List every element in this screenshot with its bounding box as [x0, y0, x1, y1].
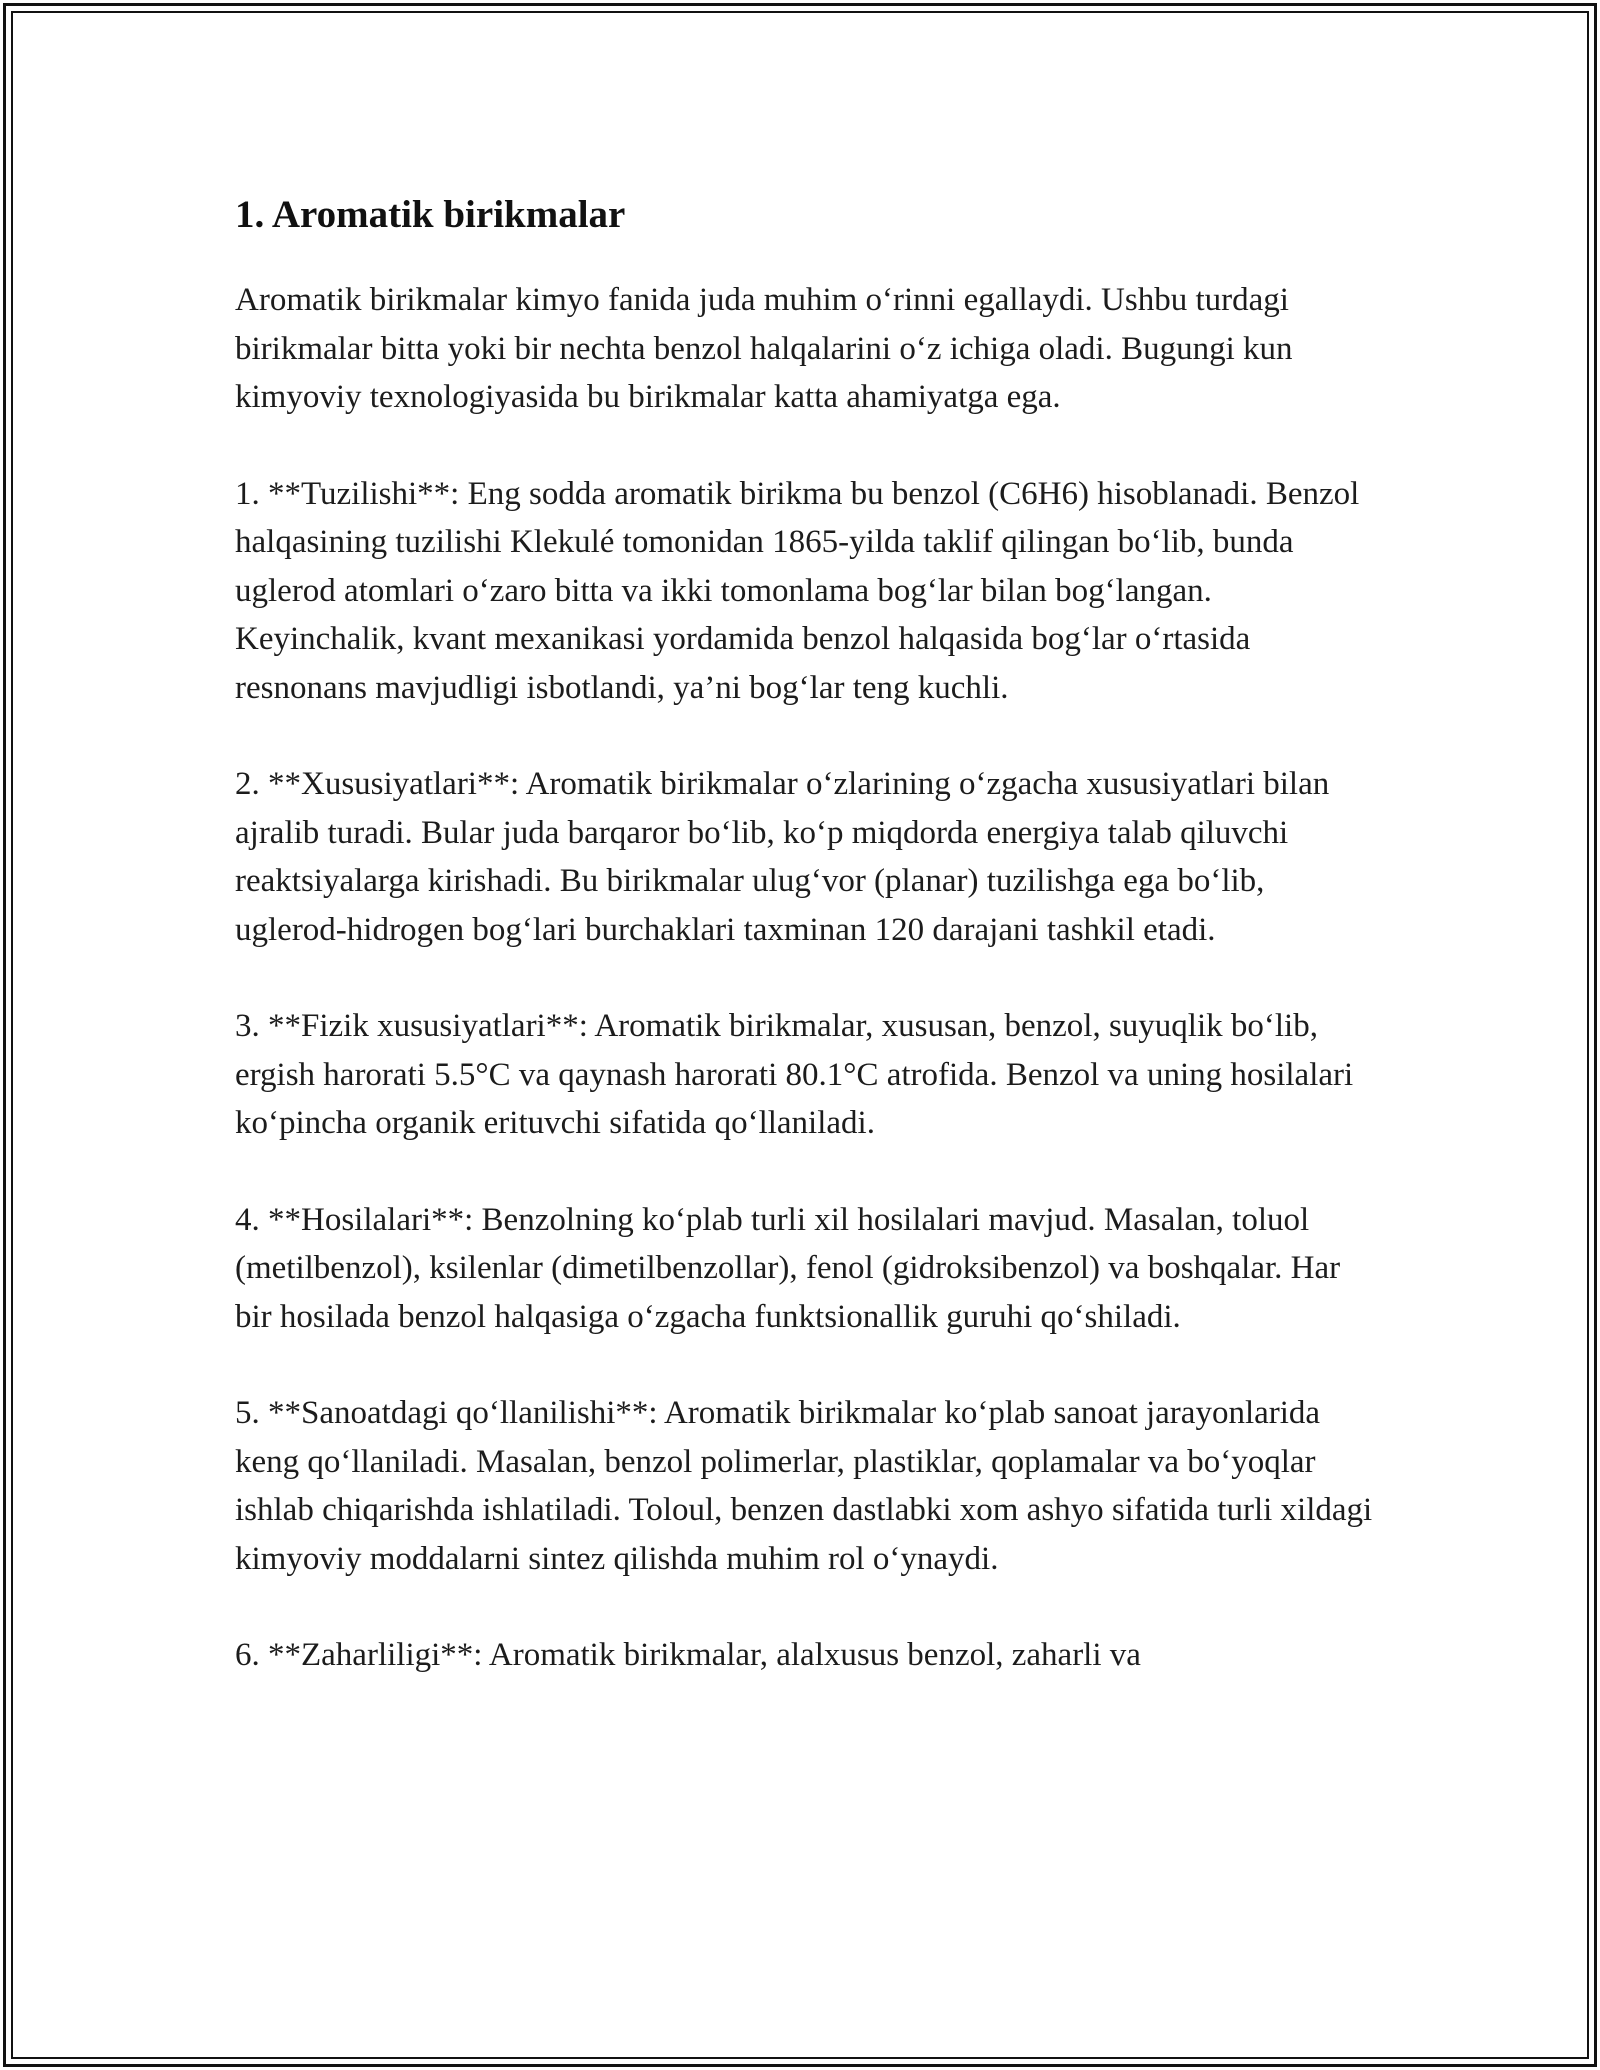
paragraph-tuzilishi: 1. **Tuzilishi**: Eng sodda aromatik birikma bu benzol (C6H6) hisoblanadi. Benzol halqasining tuzilishi Klekulé tomonidan 1865-yilda taklif qilingan bo‘lib, bunda uglerod atomlari o‘zaro bitta va ikki tomonlama bog‘lar bilan bog‘langan. Keyinchalik, kvant mexanikasi yordamida benzol halqasida bog‘lar o‘rtasida resnonans mavjudligi isbotlandi, ya’ni bog‘lar teng kuchli. [235, 475, 1360, 706]
paragraph-fizik-xususiyatlari: 3. **Fizik xususiyatlari**: Aromatik birikmalar, xususan, benzol, suyuqlik bo‘lib, ergish harorati 5.5°C va qaynash harorati 80.1°C atrofida. Benzol va uning hosilalari ko‘pincha organik erituvchi sifatida qo‘llaniladi. [235, 1008, 1354, 1141]
paragraph-hosilalari: 4. **Hosilalari**: Benzolning ko‘plab turli xil hosilalari mavjud. Masalan, toluol (metilbenzol), ksilenlar (dimetilbenzollar), fenol (gidroksibenzol) va boshqalar. Har bir hosilada benzol halqasiga o‘zgacha funktsionallik guruhi qo‘shiladi. [235, 1201, 1341, 1335]
document-page [235, 182, 1375, 1728]
paragraph-xususiyatlari: 2. **Xususiyatlari**: Aromatik birikmalar o‘zlarining o‘zgacha xususiyatlari bilan ajralib turadi. Bular juda barqaror bo‘lib, ko‘p miqdorda energiya talab qiluvchi reaktsiyalarga kirishadi. Bu birikmalar ulug‘vor (planar) tuzilishga ega bo‘lib, uglerod-hidrogen bog‘lari burchaklari taxminan 120 darajani tashkil etadi. [235, 766, 1330, 948]
paragraph-zaharliligi: 6. **Zaharliligi**: Aromatik birikmalar, alalxusus benzol, zaharli va [235, 1637, 1141, 1673]
section-heading: 1. Aromatik birikmalar [235, 193, 626, 236]
paragraph-sanoatdagi-qollanilishi: 5. **Sanoatdagi qo‘llanilishi**: Aromatik birikmalar ko‘plab sanoat jarayonlarida keng qo‘llaniladi. Masalan, benzol polimerlar, plastiklar, qoplamalar va bo‘yoqlar ishlab chiqarishda ishlatiladi. Toloul, benzen dastlabki xom ashyo sifatida turli xildagi kimyoviy moddalarni sintez qilishda muhim rol o‘ynaydi. [235, 1395, 1373, 1577]
intro-paragraph: Aromatik birikmalar kimyo fanida juda muhim o‘rinni egallaydi. Ushbu turdagi birikmalar bitta yoki bir nechta benzol halqalarini o‘z ichiga oladi. Bugungi kun kimyoviy texnologiyasida bu birikmalar katta ahamiyatga ega. [235, 282, 1293, 415]
